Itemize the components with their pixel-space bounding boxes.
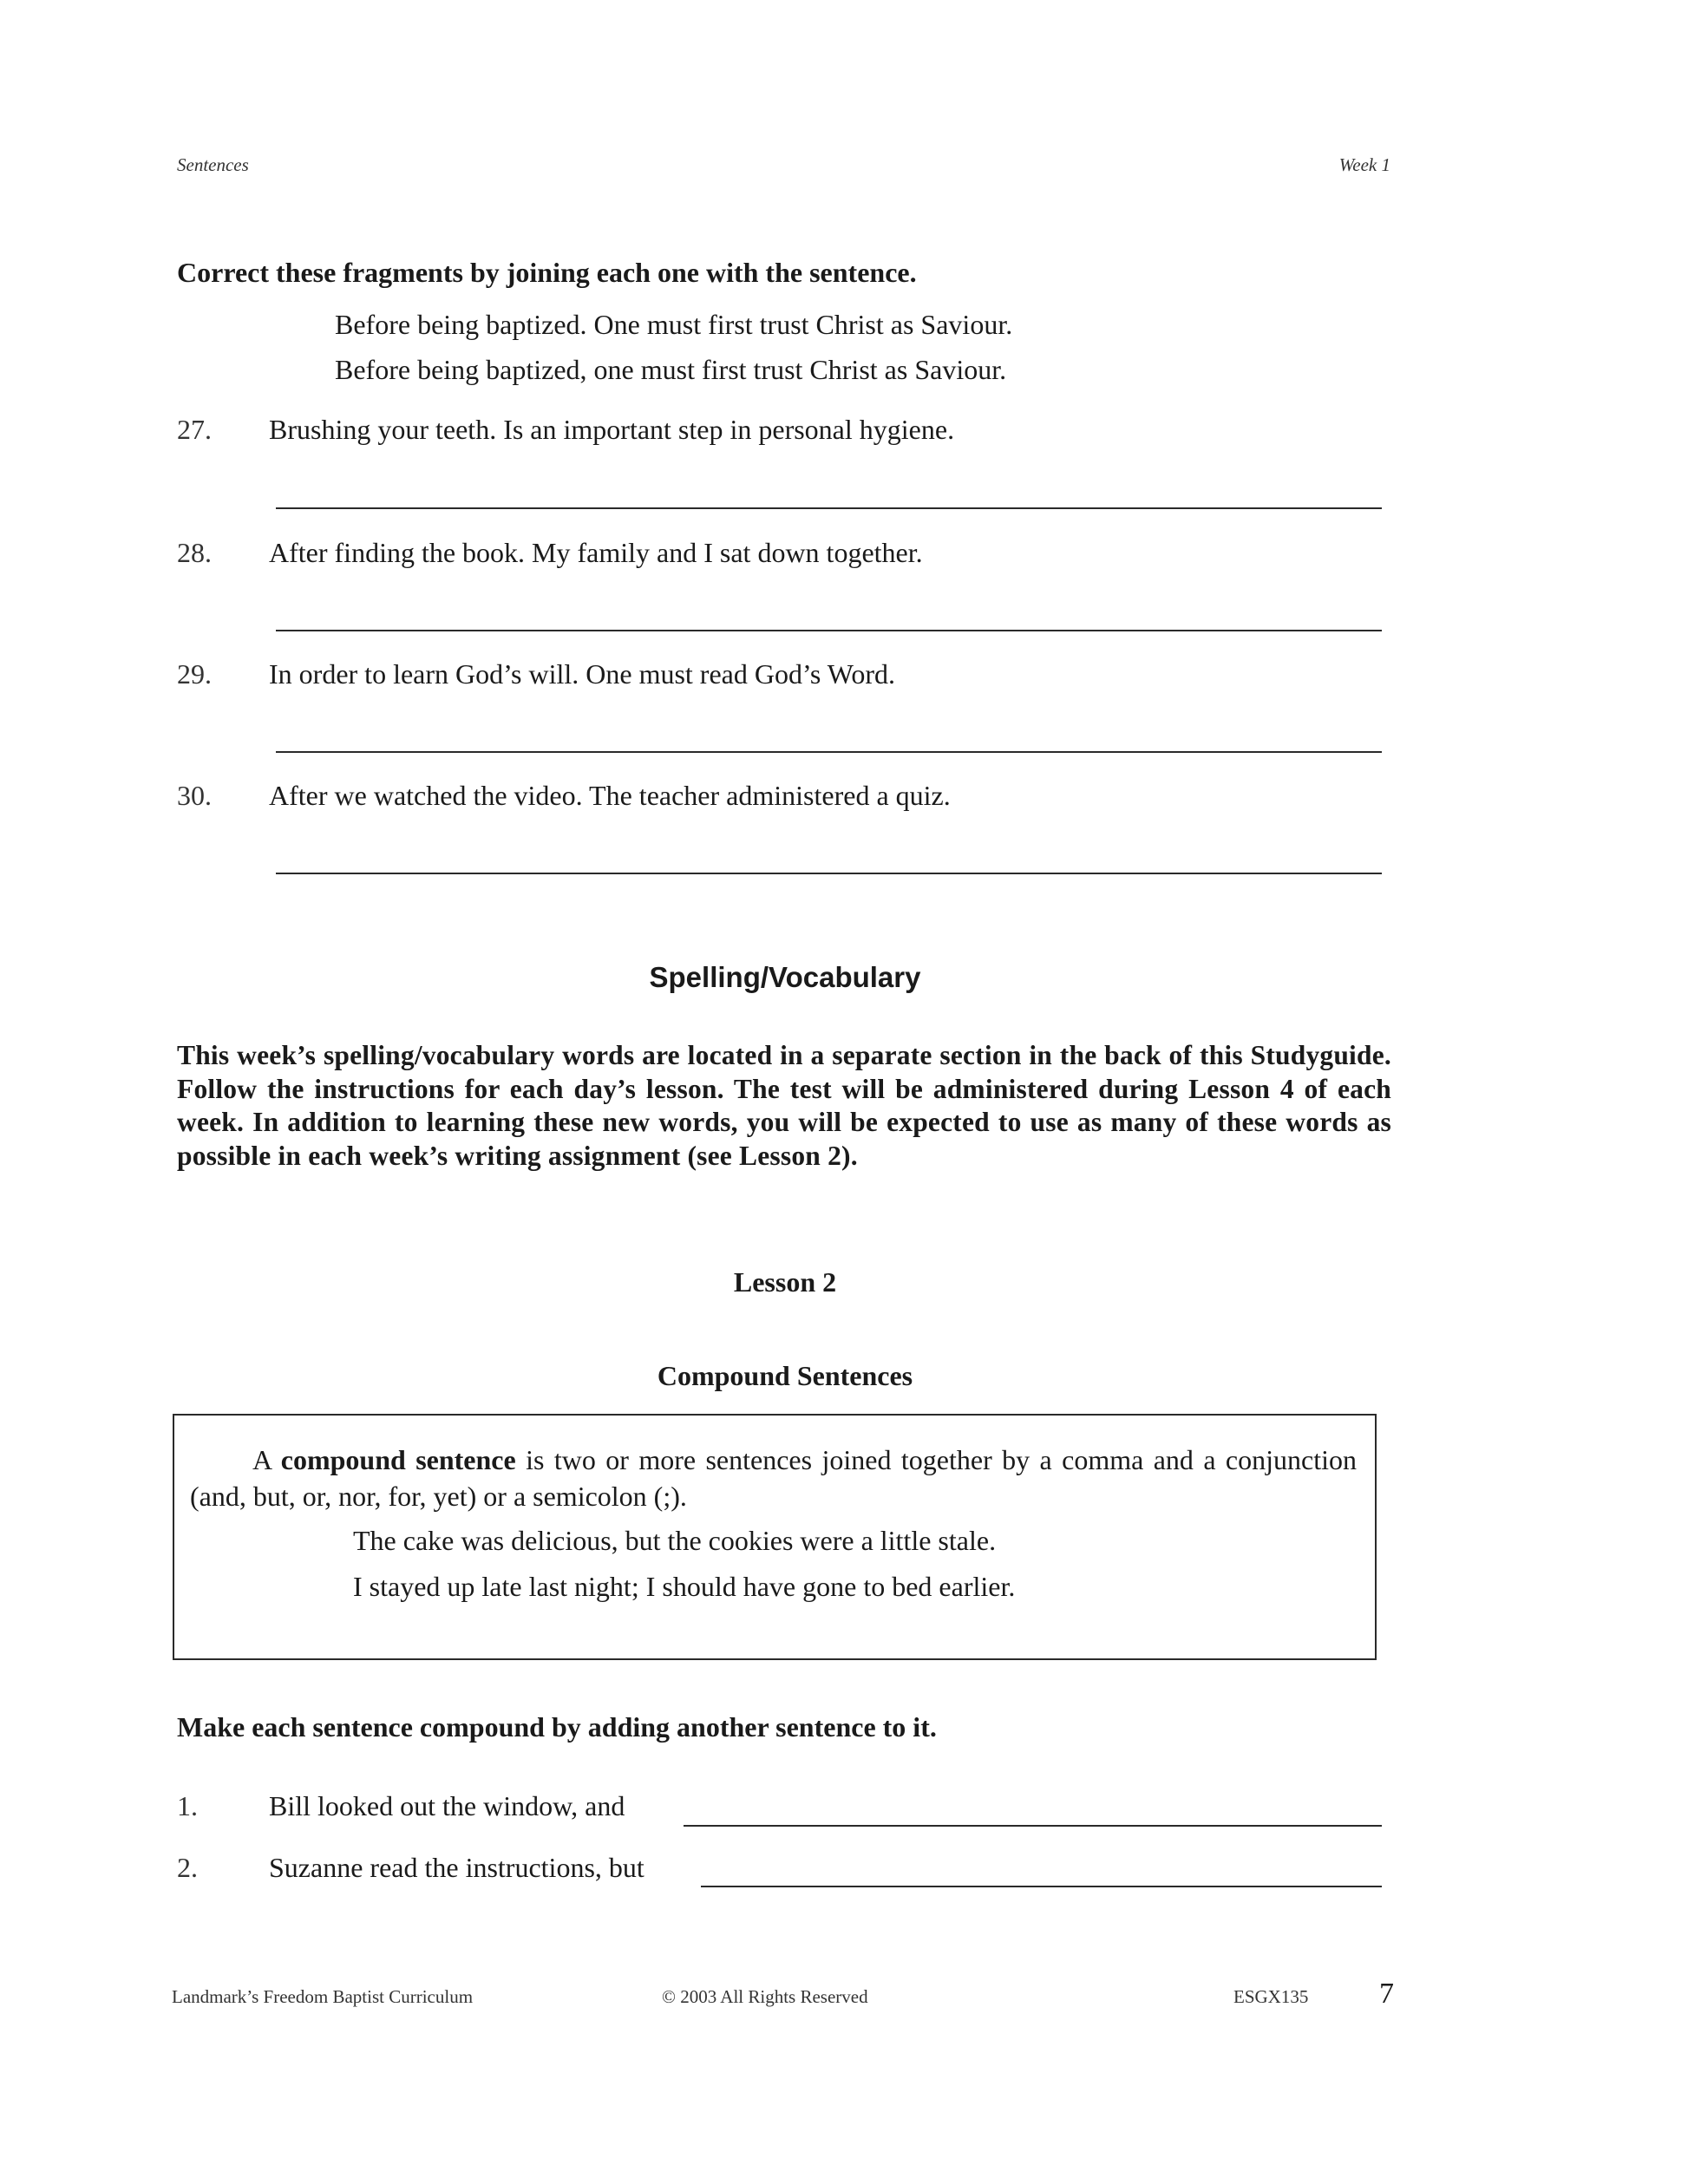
definition-term: compound sentence — [280, 1444, 516, 1475]
item-number: 2. — [177, 1852, 198, 1883]
example-sentence: The cake was delicious, but the cookies were a little stale. — [353, 1525, 997, 1556]
example-corrected: Before being baptized, one must first trust Christ as Saviour. — [335, 354, 1007, 385]
item-number: 28. — [177, 537, 212, 568]
example-fragment: Before being baptized. One must first trust Christ as Saviour. — [335, 309, 1013, 340]
answer-line[interactable] — [684, 1825, 1382, 1827]
answer-line[interactable] — [276, 630, 1382, 631]
item-text: Bill looked out the window, and — [269, 1790, 625, 1821]
item-text: After finding the book. My family and I sat down together. — [269, 537, 923, 568]
footer-code: ESGX135 — [1233, 1986, 1309, 2007]
definition-text — [190, 1442, 1357, 1514]
fragments-instruction: Correct these fragments by joining each one with the sentence. — [177, 257, 917, 288]
compound-instruction: Make each sentence compound by adding another sentence to it. — [177, 1711, 937, 1743]
answer-line[interactable] — [276, 751, 1382, 753]
definition-lead: A — [252, 1444, 281, 1475]
lesson-subheading: Compound Sentences — [657, 1360, 913, 1391]
spelling-paragraph: This week’s spelling/vocabulary words are located in a separate section in the back of this Studyguide. Follow the instructions for each day’s lesson. The test will be administered during Lesson 4 of each week. In addition to learning these new words, you will be expected to use as many of these words as possible in each week’s writing assignment (see Lesson 2). — [177, 1040, 1391, 1171]
spelling-heading: Spelling/Vocabulary — [649, 961, 921, 993]
item-number: 27. — [177, 414, 212, 445]
lesson-heading: Lesson 2 — [733, 1266, 837, 1298]
definition-rest: is two or more sentences joined together by a comma and a conjunction (and, but, or, nor, for, yet) or a semicolon (;). — [190, 1444, 1358, 1512]
item-number: 1. — [177, 1790, 198, 1821]
answer-line[interactable] — [701, 1886, 1382, 1887]
item-text: Suzanne read the instructions, but — [269, 1852, 644, 1883]
running-header-section: Sentences — [177, 154, 249, 175]
answer-line[interactable] — [276, 507, 1382, 509]
definition-box — [173, 1414, 1377, 1660]
footer-publisher: Landmark’s Freedom Baptist Curriculum — [172, 1986, 474, 2007]
item-text: In order to learn God’s will. One must read God’s Word. — [269, 658, 896, 690]
item-number: 30. — [177, 780, 212, 811]
item-number: 29. — [177, 658, 212, 690]
footer-copyright: © 2003 All Rights Reserved — [662, 1986, 868, 2007]
page-number: 7 — [1379, 1978, 1394, 2010]
running-header-week: Week 1 — [1338, 154, 1390, 175]
item-text: Brushing your teeth. Is an important step in personal hygiene. — [269, 414, 955, 445]
answer-line[interactable] — [276, 873, 1382, 874]
example-sentence: I stayed up late last night; I should have gone to bed earlier. — [353, 1571, 1016, 1602]
item-text: After we watched the video. The teacher administered a quiz. — [269, 780, 951, 811]
